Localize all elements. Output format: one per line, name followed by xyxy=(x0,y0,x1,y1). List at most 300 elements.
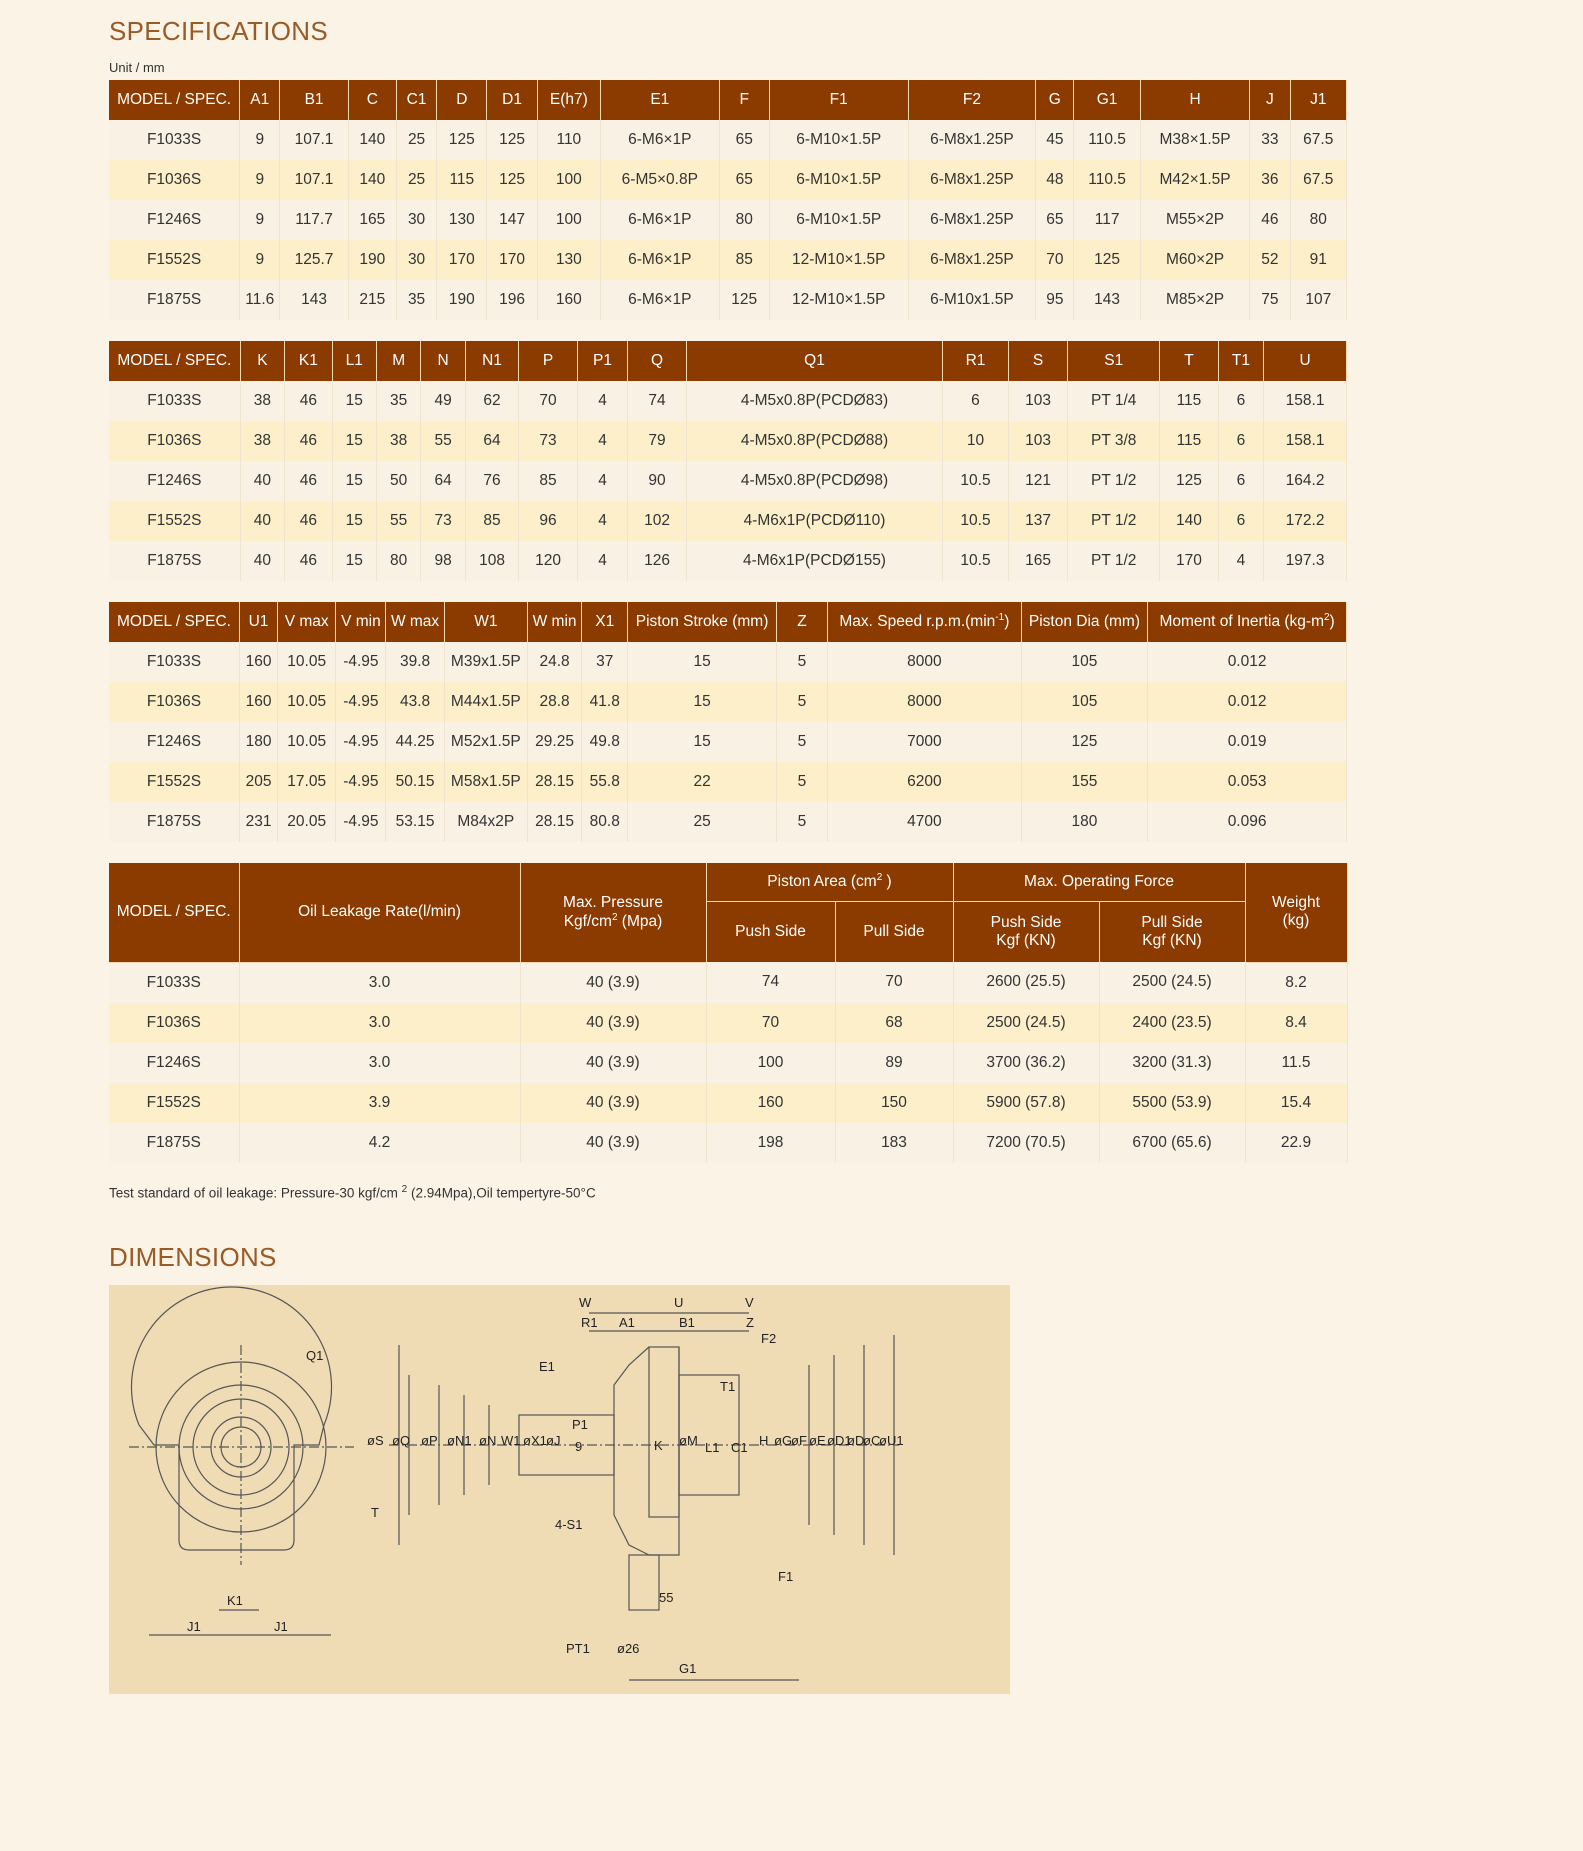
header-cell: K1 xyxy=(285,341,332,381)
value-cell: 28.8 xyxy=(527,682,581,722)
label-u: U xyxy=(674,1295,684,1310)
label-c: øC xyxy=(863,1433,881,1448)
table-row xyxy=(109,541,1347,581)
header-cell: U1 xyxy=(239,602,277,642)
label-l1: L1 xyxy=(705,1440,720,1455)
table-row xyxy=(109,1043,1347,1083)
value-cell: 53.15 xyxy=(386,802,444,842)
value-cell: 68 xyxy=(835,1003,953,1043)
value-cell: 35 xyxy=(376,381,420,421)
value-cell: 5 xyxy=(776,762,827,802)
value-cell: 9 xyxy=(240,120,280,160)
value-cell: 20.05 xyxy=(278,802,336,842)
model-cell: F1246S xyxy=(109,1043,239,1083)
label-e1: E1 xyxy=(539,1359,555,1374)
value-cell: 39.8 xyxy=(386,642,444,682)
table-row xyxy=(109,240,1347,280)
value-cell: 96 xyxy=(519,501,578,541)
label-z: Z xyxy=(746,1315,754,1330)
value-cell: 25 xyxy=(628,802,777,842)
value-cell: 0.012 xyxy=(1148,682,1347,722)
table-row xyxy=(109,682,1347,722)
value-cell: 10.5 xyxy=(943,461,1009,501)
model-cell: F1036S xyxy=(109,421,240,461)
value-cell: 103 xyxy=(1008,381,1068,421)
spec-table-1 xyxy=(109,80,1347,320)
label-k: K xyxy=(654,1438,663,1453)
label-f: øF xyxy=(791,1433,807,1448)
value-cell: 70 xyxy=(1036,240,1074,280)
value-cell: 3.0 xyxy=(239,1043,520,1083)
header-cell: D1 xyxy=(487,80,537,120)
label-q: øQ xyxy=(392,1433,411,1448)
value-cell: M60×2P xyxy=(1140,240,1250,280)
header-cell: G xyxy=(1036,80,1074,120)
value-cell: M38×1.5P xyxy=(1140,120,1250,160)
label-u1: øU1 xyxy=(879,1433,904,1448)
value-cell: 80 xyxy=(719,200,769,240)
value-cell: 80 xyxy=(1290,200,1346,240)
model-cell: F1875S xyxy=(109,541,240,581)
model-cell: F1552S xyxy=(109,240,240,280)
model-cell: F1033S xyxy=(109,642,239,682)
value-cell: 6-M8x1.25P xyxy=(908,240,1036,280)
value-cell: 180 xyxy=(1021,802,1147,842)
value-cell: 5 xyxy=(776,682,827,722)
value-cell: 80 xyxy=(376,541,420,581)
value-cell: 4-M5x0.8P(PCDØ98) xyxy=(686,461,942,501)
value-cell: 40 (3.9) xyxy=(520,962,706,1003)
model-cell: F1875S xyxy=(109,802,239,842)
spec-table-2 xyxy=(109,341,1347,581)
model-cell: F1033S xyxy=(109,962,239,1003)
value-cell: 172.2 xyxy=(1264,501,1347,541)
value-cell: 70 xyxy=(519,381,578,421)
value-cell: 2500 (24.5) xyxy=(1099,962,1245,1003)
value-cell: 6-M6×1P xyxy=(601,200,720,240)
label-a1: A1 xyxy=(619,1315,635,1330)
value-cell: 7000 xyxy=(828,722,1022,762)
table-row xyxy=(109,1123,1347,1163)
label-w: W xyxy=(579,1295,592,1310)
table-row xyxy=(109,802,1347,842)
value-cell: 105 xyxy=(1021,682,1147,722)
value-cell: 40 (3.9) xyxy=(520,1083,706,1123)
value-cell: 115 xyxy=(1160,421,1219,461)
value-cell: 125 xyxy=(487,160,537,200)
header-cell: T1 xyxy=(1218,341,1263,381)
value-cell: 9 xyxy=(240,240,280,280)
value-cell: 22.9 xyxy=(1245,1123,1347,1163)
value-cell: 160 xyxy=(239,682,277,722)
header-cell: J1 xyxy=(1290,80,1346,120)
label-c1: C1 xyxy=(731,1440,748,1455)
value-cell: PT 1/2 xyxy=(1068,541,1160,581)
leakage-note: Test standard of oil leakage: Pressure-30 kgf/cm $^2$ (2.94Mpa),Oil tempertyre-50°C xyxy=(109,1184,596,1201)
value-cell: 10.05 xyxy=(278,642,336,682)
value-cell: 4-M6x1P(PCDØ155) xyxy=(686,541,942,581)
side-view-body xyxy=(614,1347,679,1555)
value-cell: 0.012 xyxy=(1148,642,1347,682)
header-cell: Q1 xyxy=(686,341,942,381)
label-h: H xyxy=(759,1433,769,1448)
header-cell-max-speed: Max. Speed $r.p.m.(\min^{-1})$ xyxy=(828,602,1022,642)
value-cell: 36 xyxy=(1250,160,1290,200)
value-cell: 55.8 xyxy=(582,762,628,802)
value-cell: 65 xyxy=(719,120,769,160)
value-cell: 10 xyxy=(943,421,1009,461)
value-cell: PT 1/2 xyxy=(1068,501,1160,541)
value-cell: 62 xyxy=(465,381,518,421)
value-cell: 183 xyxy=(835,1123,953,1163)
header-cell: F1 xyxy=(769,80,908,120)
header-cell-pull-force: Pull Side Kgf (KN) xyxy=(1099,902,1245,963)
value-cell: 0.053 xyxy=(1148,762,1347,802)
header-row xyxy=(109,341,1347,381)
value-cell: 22 xyxy=(628,762,777,802)
header-cell: C xyxy=(348,80,396,120)
table-row xyxy=(109,421,1347,461)
model-cell: F1246S xyxy=(109,200,240,240)
header-cell: MODEL / SPEC. xyxy=(109,80,240,120)
label-m: øM xyxy=(679,1433,698,1448)
value-cell: 125 xyxy=(1160,461,1219,501)
header-cell-piston-area: Piston Area ($cm^2$ ) xyxy=(706,863,953,902)
value-cell: 170 xyxy=(487,240,537,280)
value-cell: 6200 xyxy=(828,762,1022,802)
label-55: 55 xyxy=(659,1590,674,1605)
header-cell: W min xyxy=(527,602,581,642)
value-cell: 137 xyxy=(1008,501,1068,541)
header-cell: W1 xyxy=(444,602,527,642)
label-n: øN xyxy=(479,1433,497,1448)
value-cell: 5 xyxy=(776,642,827,682)
model-cell: F1875S xyxy=(109,1123,239,1163)
table-row xyxy=(109,762,1347,802)
value-cell: 75 xyxy=(1250,280,1290,320)
value-cell: 70 xyxy=(706,1003,835,1043)
value-cell: 155 xyxy=(1021,762,1147,802)
header-cell: D xyxy=(437,80,487,120)
value-cell: 15 xyxy=(628,682,777,722)
value-cell: 3.9 xyxy=(239,1083,520,1123)
value-cell: -4.95 xyxy=(336,802,386,842)
value-cell: 11.6 xyxy=(240,280,280,320)
value-cell: 2400 (23.5) xyxy=(1099,1003,1245,1043)
value-cell: -4.95 xyxy=(336,722,386,762)
value-cell: 40 (3.9) xyxy=(520,1003,706,1043)
model-cell: F1875S xyxy=(109,280,240,320)
header-row xyxy=(109,602,1347,642)
label-j1-right: J1 xyxy=(274,1619,288,1634)
header-cell: V min xyxy=(336,602,386,642)
side-view-port xyxy=(629,1555,659,1610)
value-cell: 49 xyxy=(421,381,465,421)
value-cell: 10.5 xyxy=(943,541,1009,581)
value-cell: 6 xyxy=(1218,501,1263,541)
value-cell: 143 xyxy=(1074,280,1140,320)
value-cell: 160 xyxy=(537,280,600,320)
value-cell: 28.15 xyxy=(527,802,581,842)
value-cell: 67.5 xyxy=(1290,120,1346,160)
value-cell: 74 xyxy=(706,962,835,1003)
value-cell: 164.2 xyxy=(1264,461,1347,501)
value-cell: 130 xyxy=(437,200,487,240)
value-cell: 125 xyxy=(437,120,487,160)
value-cell: 4700 xyxy=(828,802,1022,842)
value-cell: M42×1.5P xyxy=(1140,160,1250,200)
value-cell: 3.0 xyxy=(239,1003,520,1043)
model-cell: F1246S xyxy=(109,461,240,501)
table-row xyxy=(109,962,1347,1003)
value-cell: 79 xyxy=(628,421,687,461)
value-cell: 30 xyxy=(396,240,436,280)
value-cell: 117 xyxy=(1074,200,1140,240)
value-cell: 28.15 xyxy=(527,762,581,802)
value-cell: 52 xyxy=(1250,240,1290,280)
value-cell: 4 xyxy=(577,501,627,541)
value-cell: 6 xyxy=(1218,421,1263,461)
value-cell: 30 xyxy=(396,200,436,240)
value-cell: 15 xyxy=(332,541,376,581)
value-cell: 130 xyxy=(537,240,600,280)
value-cell: 4 xyxy=(577,461,627,501)
header-cell: M xyxy=(376,341,420,381)
header-cell: N1 xyxy=(465,341,518,381)
label-v: V xyxy=(745,1295,754,1310)
value-cell: 40 (3.9) xyxy=(520,1123,706,1163)
header-row xyxy=(109,80,1347,120)
label-g: øG xyxy=(774,1433,793,1448)
header-cell: A1 xyxy=(240,80,280,120)
value-cell: 37 xyxy=(582,642,628,682)
value-cell: -4.95 xyxy=(336,642,386,682)
header-cell: X1 xyxy=(582,602,628,642)
value-cell: 10.05 xyxy=(278,722,336,762)
value-cell: 24.8 xyxy=(527,642,581,682)
value-cell: 48 xyxy=(1036,160,1074,200)
header-cell: V max xyxy=(278,602,336,642)
header-cell-inertia: Moment of Inertia $(kg-m^2)$ xyxy=(1148,602,1347,642)
value-cell: 107.1 xyxy=(280,160,348,200)
value-cell: 15 xyxy=(332,461,376,501)
value-cell: 6 xyxy=(1218,461,1263,501)
value-cell: 5 xyxy=(776,802,827,842)
value-cell: 8.4 xyxy=(1245,1003,1347,1043)
value-cell: 160 xyxy=(706,1083,835,1123)
value-cell: 65 xyxy=(719,160,769,200)
value-cell: 85 xyxy=(519,461,578,501)
value-cell: 0.019 xyxy=(1148,722,1347,762)
value-cell: 85 xyxy=(465,501,518,541)
value-cell: 198 xyxy=(706,1123,835,1163)
label-r1: R1 xyxy=(581,1315,598,1330)
value-cell: 64 xyxy=(465,421,518,461)
value-cell: 40 (3.9) xyxy=(520,1043,706,1083)
value-cell: 160 xyxy=(239,642,277,682)
label-f1: F1 xyxy=(778,1569,794,1584)
value-cell: M39x1.5P xyxy=(444,642,527,682)
value-cell: 12-M10×1.5P xyxy=(769,240,908,280)
table-row xyxy=(109,160,1347,200)
value-cell: 107 xyxy=(1290,280,1346,320)
value-cell: 140 xyxy=(348,160,396,200)
value-cell: 5500 (53.9) xyxy=(1099,1083,1245,1123)
value-cell: 5 xyxy=(776,722,827,762)
value-cell: 2600 (25.5) xyxy=(953,962,1099,1003)
table-row xyxy=(109,461,1347,501)
front-view xyxy=(129,1287,354,1635)
label-d1: øD1 xyxy=(827,1433,852,1448)
value-cell: 9 xyxy=(240,200,280,240)
value-cell: 4-M5x0.8P(PCDØ88) xyxy=(686,421,942,461)
model-cell: F1033S xyxy=(109,381,240,421)
value-cell: 4.2 xyxy=(239,1123,520,1163)
value-cell: M85×2P xyxy=(1140,280,1250,320)
value-cell: 231 xyxy=(239,802,277,842)
value-cell: 73 xyxy=(421,501,465,541)
value-cell: 17.05 xyxy=(278,762,336,802)
label-9: 9 xyxy=(575,1439,583,1454)
value-cell: 2500 (24.5) xyxy=(953,1003,1099,1043)
label-k1: K1 xyxy=(227,1593,243,1608)
value-cell: 110.5 xyxy=(1074,120,1140,160)
value-cell: 125 xyxy=(719,280,769,320)
value-cell: 107.1 xyxy=(280,120,348,160)
value-cell: 46 xyxy=(285,541,332,581)
header-row-top xyxy=(109,863,1347,902)
value-cell: 6-M10×1.5P xyxy=(769,200,908,240)
header-cell: B1 xyxy=(280,80,348,120)
value-cell: 190 xyxy=(348,240,396,280)
value-cell: 4-M6x1P(PCDØ110) xyxy=(686,501,942,541)
value-cell: 15 xyxy=(332,501,376,541)
value-cell: 108 xyxy=(465,541,518,581)
label-s: øS xyxy=(367,1433,384,1448)
value-cell: 170 xyxy=(437,240,487,280)
header-cell: N xyxy=(421,341,465,381)
value-cell: 8000 xyxy=(828,682,1022,722)
value-cell: 6-M10x1.5P xyxy=(908,280,1036,320)
header-cell: Z xyxy=(776,602,827,642)
header-cell-pull-area: Pull Side xyxy=(835,902,953,963)
value-cell: 6-M6×1P xyxy=(601,280,720,320)
value-cell: 15 xyxy=(332,381,376,421)
dimension-drawing xyxy=(109,1285,1010,1694)
header-cell: Piston Stroke (mm) xyxy=(628,602,777,642)
side-view xyxy=(389,1313,899,1680)
value-cell: 121 xyxy=(1008,461,1068,501)
model-cell: F1036S xyxy=(109,1003,239,1043)
label-w1: W1 xyxy=(501,1433,521,1448)
specifications-heading: SPECIFICATIONS xyxy=(109,16,328,46)
table-row xyxy=(109,501,1347,541)
value-cell: 29.25 xyxy=(527,722,581,762)
value-cell: 125 xyxy=(1074,240,1140,280)
value-cell: 46 xyxy=(1250,200,1290,240)
value-cell: 140 xyxy=(348,120,396,160)
value-cell: 76 xyxy=(465,461,518,501)
header-cell: H xyxy=(1140,80,1250,120)
value-cell: 46 xyxy=(285,461,332,501)
dimensions-heading: DIMENSIONS xyxy=(109,1242,277,1272)
value-cell: 46 xyxy=(285,501,332,541)
header-cell: C1 xyxy=(396,80,436,120)
label-n1: øN1 xyxy=(447,1433,472,1448)
value-cell: 196 xyxy=(487,280,537,320)
value-cell: 3.0 xyxy=(239,962,520,1003)
label-j1-left: J1 xyxy=(187,1619,201,1634)
header-cell-piston-dia: Piston Dia (mm) xyxy=(1021,602,1147,642)
value-cell: 25 xyxy=(396,160,436,200)
value-cell: 44.25 xyxy=(386,722,444,762)
value-cell: 5900 (57.8) xyxy=(953,1083,1099,1123)
value-cell: PT 1/2 xyxy=(1068,461,1160,501)
value-cell: 158.1 xyxy=(1264,381,1347,421)
value-cell: 158.1 xyxy=(1264,421,1347,461)
value-cell: 40 xyxy=(240,541,284,581)
label-x1: øX1 xyxy=(523,1433,547,1448)
value-cell: 65 xyxy=(1036,200,1074,240)
header-cell: R1 xyxy=(943,341,1009,381)
label-t: T xyxy=(371,1505,379,1520)
value-cell: 170 xyxy=(1160,541,1219,581)
value-cell: 115 xyxy=(437,160,487,200)
value-cell: 125.7 xyxy=(280,240,348,280)
value-cell: 74 xyxy=(628,381,687,421)
value-cell: 95 xyxy=(1036,280,1074,320)
value-cell: 215 xyxy=(348,280,396,320)
label-p: øP xyxy=(421,1433,438,1448)
value-cell: 180 xyxy=(239,722,277,762)
label-4-s1: 4-S1 xyxy=(555,1517,583,1532)
value-cell: 7200 (70.5) xyxy=(953,1123,1099,1163)
value-cell: 110.5 xyxy=(1074,160,1140,200)
value-cell: 15 xyxy=(332,421,376,461)
value-cell: 103 xyxy=(1008,421,1068,461)
table-row xyxy=(109,1083,1347,1123)
value-cell: 100 xyxy=(537,160,600,200)
header-cell: MODEL / SPEC. xyxy=(109,341,240,381)
value-cell: 150 xyxy=(835,1083,953,1123)
model-cell: F1036S xyxy=(109,160,240,200)
table-row xyxy=(109,280,1347,320)
value-cell: 38 xyxy=(240,381,284,421)
value-cell: 89 xyxy=(835,1043,953,1083)
value-cell: 165 xyxy=(348,200,396,240)
table-row xyxy=(109,200,1347,240)
value-cell: 6-M6×1P xyxy=(601,240,720,280)
label-p1: P1 xyxy=(572,1417,588,1432)
value-cell: 55 xyxy=(421,421,465,461)
value-cell: PT 3/8 xyxy=(1068,421,1160,461)
value-cell: 6-M6×1P xyxy=(601,120,720,160)
table-row xyxy=(109,120,1347,160)
value-cell: 126 xyxy=(628,541,687,581)
model-cell: F1246S xyxy=(109,722,239,762)
value-cell: PT 1/4 xyxy=(1068,381,1160,421)
header-cell-push-force: Push Side Kgf (KN) xyxy=(953,902,1099,963)
value-cell: 115 xyxy=(1160,381,1219,421)
value-cell: 100 xyxy=(537,200,600,240)
value-cell: 0.096 xyxy=(1148,802,1347,842)
spec-table-4 xyxy=(109,863,1348,1163)
label-t1: T1 xyxy=(720,1379,736,1394)
label-f2: F2 xyxy=(761,1331,777,1346)
value-cell: 8000 xyxy=(828,642,1022,682)
value-cell: 67.5 xyxy=(1290,160,1346,200)
value-cell: 6 xyxy=(1218,381,1263,421)
